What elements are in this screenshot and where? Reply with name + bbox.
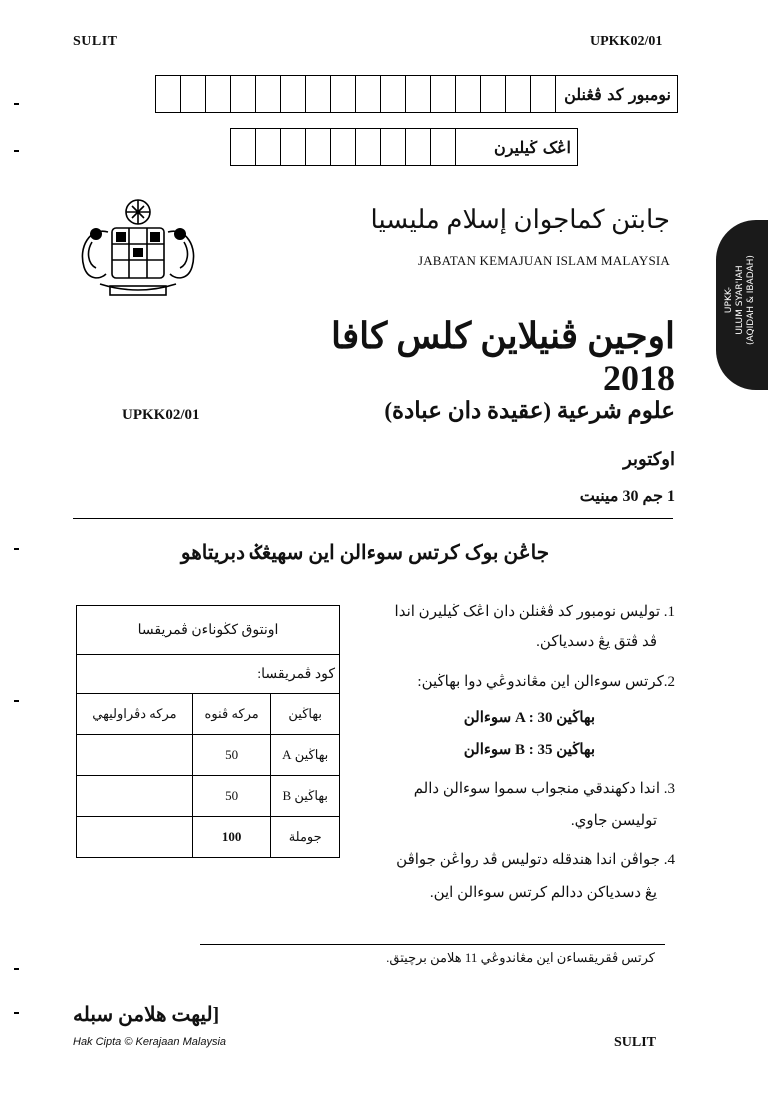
copyright: Hak Cipta © Kerajaan Malaysia — [73, 1036, 227, 1048]
subject-title: علوم شرعية (عقيدة دان عبادة) — [384, 398, 675, 423]
full-mark-cell: 100 — [192, 817, 271, 858]
margin-tick — [14, 150, 19, 152]
entry-cell[interactable] — [481, 76, 506, 112]
instructions-heading: جاڠن بوک کرتس سوءالن اين سهيڠݢ دبريتاهو — [180, 542, 550, 564]
header-paper-code: UPKK02/01 — [590, 34, 663, 49]
exam-title: اوجين ڤنيلاين کلس کافا 2018 — [331, 316, 675, 398]
instruction-line: توليسن جاوي. — [570, 813, 657, 829]
entry-cell[interactable] — [281, 76, 306, 112]
instruction-line: يڠ دسدياکن ددالم کرتس سوءالن اين. — [429, 885, 657, 901]
table-row — [77, 776, 340, 817]
instruction-line: 3. اندا دکهندقي منجواب سموا سوءالن دالم — [413, 781, 675, 797]
full-mark-cell: 50 — [192, 735, 271, 776]
header-classification: SULIT — [73, 34, 118, 49]
agency-name-jawi: جابتن کماجوان إسلام مليسيا — [370, 205, 670, 234]
full-mark-cell: 50 — [192, 776, 271, 817]
divider — [200, 944, 665, 945]
section-cell: بهاڬين B — [271, 776, 340, 817]
margin-tick — [14, 700, 19, 702]
side-tab-line: UPKK- — [724, 286, 734, 314]
entry-cell[interactable] — [456, 76, 481, 112]
side-tab-line: ULUM SYAR'IAH — [735, 265, 745, 335]
exam-duration: 1 جم 30 مينيت — [579, 488, 675, 505]
entry-cell[interactable] — [381, 76, 406, 112]
instruction-line: ڤد ڤتق يڠ دسدياکن. — [536, 634, 657, 650]
entry-cell[interactable] — [231, 129, 256, 165]
entry-cell[interactable] — [356, 129, 381, 165]
entry-cell[interactable] — [331, 76, 356, 112]
margin-tick — [14, 103, 19, 105]
entry-cell[interactable] — [256, 76, 281, 112]
instruction-line: بهاڬين B : 35 سوءالن — [463, 742, 595, 758]
margin-tick — [14, 968, 19, 970]
instruction-line: 4. جواڤن اندا هندقله دتوليس ڤد رواڠن جواڤن — [396, 852, 675, 868]
entry-cell[interactable] — [281, 129, 306, 165]
entry-cell[interactable] — [381, 129, 406, 165]
entry-cell[interactable] — [356, 76, 381, 112]
subject-side-tab — [716, 220, 768, 390]
candidate-id-label: نومبور كد ڤڠنلن — [564, 84, 671, 104]
table-row — [77, 817, 340, 858]
entry-cell[interactable] — [256, 129, 281, 165]
malaysia-crest-icon — [70, 192, 206, 307]
section-cell: بهاڬين A — [271, 735, 340, 776]
column-header: مرکه دڤراوليهي — [77, 694, 193, 735]
margin-tick — [14, 548, 19, 550]
exam-month: اوکتوبر — [623, 449, 675, 469]
table-row — [77, 735, 340, 776]
entry-cell[interactable] — [231, 76, 256, 112]
examiner-code-label: کود ڤمريقسا: — [77, 655, 340, 694]
entry-cell[interactable] — [181, 76, 206, 112]
entry-cell[interactable] — [306, 76, 331, 112]
margin-tick — [14, 1012, 19, 1014]
table-title: اونتوق کڬوناءن ڤمريقسا — [77, 606, 340, 655]
entry-cell[interactable] — [531, 76, 556, 112]
side-tab-line: (AQIDAH & IBADAH) — [746, 255, 756, 345]
entry-cell[interactable] — [406, 76, 431, 112]
see-next-page: [ليهت هلامن سبله — [73, 1004, 220, 1026]
column-header: بهاڬين — [271, 694, 340, 735]
obtained-mark-cell[interactable] — [77, 817, 193, 858]
divider — [73, 518, 673, 519]
instruction-line: 2.کرتس سوءالن اين مڠاندوڠي دوا بهاڬين: — [417, 674, 675, 690]
page-count-note: کرتس ڤقريقساءن اين مڠاندوڠي 11 هلامن برچيتق. — [386, 950, 655, 965]
column-header: مرکه ڤنوه — [192, 694, 271, 735]
entry-cell[interactable] — [331, 129, 356, 165]
agency-name-latin: JABATAN KEMAJUAN ISLAM MALAYSIA — [417, 253, 670, 268]
seat-number-label: اڠک ڬيليرن — [493, 137, 571, 157]
entry-cell[interactable] — [206, 76, 231, 112]
entry-cell[interactable] — [431, 129, 456, 165]
entry-cell[interactable] — [406, 129, 431, 165]
entry-cell[interactable] — [431, 76, 456, 112]
instruction-line: 1. توليس نومبور کد ڤڠنلن دان اڠک ڬيليرن اندا — [394, 604, 675, 620]
entry-cell[interactable] — [306, 129, 331, 165]
examiner-marks-table — [76, 605, 340, 858]
entry-cell[interactable] — [506, 76, 531, 112]
instruction-line: بهاڬين A : 30 سوءالن — [463, 710, 595, 726]
candidate-id-field[interactable] — [155, 75, 678, 113]
section-cell: جوملة — [271, 817, 340, 858]
entry-cell[interactable] — [156, 76, 181, 112]
obtained-mark-cell[interactable] — [77, 735, 193, 776]
footer-classification: SULIT — [614, 1035, 657, 1050]
obtained-mark-cell[interactable] — [77, 776, 193, 817]
paper-code: UPKK02/01 — [122, 407, 200, 423]
seat-number-field[interactable] — [230, 128, 578, 166]
